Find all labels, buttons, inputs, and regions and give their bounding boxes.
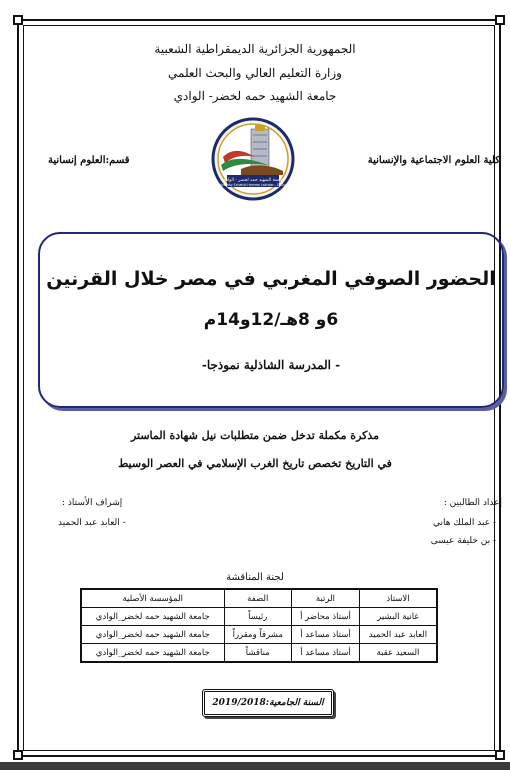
header-role: الصفة bbox=[224, 589, 291, 608]
republic-heading: الجمهورية الجزائرية الديمقراطية الشعبية bbox=[154, 42, 356, 56]
header-professor: الاستاذ bbox=[359, 589, 437, 608]
thesis-title-box bbox=[38, 232, 504, 408]
supervisor-label: إشراف الأستاذ : bbox=[62, 498, 123, 508]
svg-text:جامعة الشهيد حمه لخضر - الوادي: جامعة الشهيد حمه لخضر - الوادي bbox=[222, 178, 284, 183]
border-corner-top-left bbox=[13, 15, 23, 25]
committee-table bbox=[80, 588, 438, 663]
thesis-title-line1: الحضور الصوفي المغربي في مصر خلال القرنين bbox=[46, 268, 496, 290]
header-rank: الرتبة bbox=[291, 589, 359, 608]
cell-role: مشرفاً ومقرراً bbox=[224, 626, 291, 644]
border-corner-top-right bbox=[495, 15, 505, 25]
thesis-title-line2: 6و 8هـ/12و14م bbox=[203, 310, 339, 330]
faculty-label: كلية العلوم الاجتماعية والإنسانية bbox=[367, 155, 500, 166]
supervisor-name: - العابد عبد الحميد bbox=[58, 518, 126, 528]
student-name-2: - بن خليفة عيسى bbox=[430, 536, 496, 546]
memo-line2: في التاريخ تخصص تاريخ الغرب الإسلامي في العصر الوسيط bbox=[118, 457, 392, 470]
university-logo bbox=[211, 117, 295, 201]
committee-title: لجنة المناقشة bbox=[226, 572, 284, 583]
cell-professor: العابد عبد الحميد bbox=[359, 626, 437, 644]
cell-role: رئيساً bbox=[224, 608, 291, 626]
student-name-1: - عبد الملك هاني bbox=[433, 518, 496, 528]
border-corner-bottom-right bbox=[495, 750, 505, 760]
cell-rank: أستاذ مساعد أ bbox=[291, 626, 359, 644]
department-label: قسم:العلوم إنسانية bbox=[48, 155, 130, 166]
memo-line1: مذكرة مكملة تدخل ضمن متطلبات نيل شهادة الماستر bbox=[130, 429, 380, 442]
table-header-row bbox=[81, 589, 437, 608]
cell-professor: غانية البشير bbox=[359, 608, 437, 626]
cell-rank: أستاذ مساعد أ bbox=[291, 644, 359, 663]
cell-institution: جامعة الشهيد حمه لخضر_الوادي bbox=[81, 626, 224, 644]
cell-institution: جامعة الشهيد حمه لخضر_الوادي bbox=[81, 644, 224, 663]
university-heading: جامعة الشهيد حمه لخضر- الوادي bbox=[173, 89, 337, 103]
table-row bbox=[81, 644, 437, 663]
border-corner-bottom-left bbox=[13, 750, 23, 760]
cell-professor: السعيد عقبة bbox=[359, 644, 437, 663]
bottom-edge-bar bbox=[0, 762, 510, 770]
ministry-heading: وزارة التعليم العالي والبحث العلمي bbox=[168, 66, 342, 80]
table-row bbox=[81, 608, 437, 626]
table-row bbox=[81, 626, 437, 644]
cell-role: مناقشاً bbox=[224, 644, 291, 663]
cell-rank: أستاذ محاضر أ bbox=[291, 608, 359, 626]
thesis-subtitle: - المدرسة الشاذلية نموذجا- bbox=[201, 358, 341, 372]
academic-year-box: السنة الجامعية:2019/2018 bbox=[202, 689, 334, 717]
header-institution: المؤسسة الأصلية bbox=[81, 589, 224, 608]
cell-institution: جامعة الشهيد حمه لخضر_الوادي bbox=[81, 608, 224, 626]
students-label: إعداد الطالبين : bbox=[443, 498, 502, 508]
svg-text:University Echahid Hamma Lakhd: University Echahid Hamma Lakhdar - El Oued bbox=[216, 183, 290, 187]
